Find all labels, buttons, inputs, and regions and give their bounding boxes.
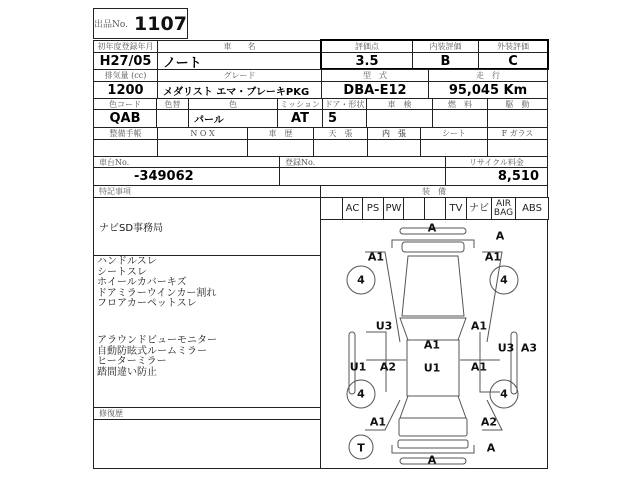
transmission-value: AT [277, 109, 323, 128]
note-line: ハンドルスレ [97, 256, 157, 267]
color-code-value: QAB [93, 109, 157, 128]
damage-mark: A2 [379, 360, 397, 374]
interior-trim-value [367, 139, 421, 157]
options-lines [97, 336, 217, 378]
option-line: 自動防眩式ルームミラー [97, 345, 207, 357]
color-change-label: 色替 [156, 98, 189, 110]
notes-box: ナビSD事務局 [93, 197, 321, 256]
interior-trim-label: 内 張 [367, 127, 421, 140]
inspection-label: 車 検 [366, 98, 433, 110]
damage-mark: A1 [423, 338, 441, 352]
score-label: 評価点 [321, 40, 413, 53]
drive-value [487, 109, 548, 128]
equipment-item: AIR BAG [491, 197, 516, 220]
note-line: ホイールカバーキズ [97, 277, 187, 288]
equipment-item: ナビ [466, 197, 492, 220]
history-value [247, 139, 314, 157]
note-line: フロアカーペットスレ [97, 298, 197, 309]
history-label: 車 歴 [247, 127, 314, 140]
equipment-item: PW [383, 197, 404, 220]
damage-mark: A1 [470, 319, 488, 333]
front-glass-value [487, 139, 548, 157]
fuel-label: 燃 料 [432, 98, 488, 110]
headliner-value [313, 139, 368, 157]
damage-mark: 4 [500, 387, 508, 401]
color-change-value [156, 109, 189, 128]
recycle-fee-value: 8,510 [445, 167, 548, 186]
damage-mark: A [427, 453, 437, 467]
damage-mark: A1 [367, 250, 385, 264]
recycle-fee-label: リサイクル料金 [445, 156, 548, 168]
damage-mark: A [427, 221, 437, 235]
equipment-label: 装 備 [320, 185, 548, 198]
lot-label: 出品No. [94, 20, 129, 30]
equipment-item [424, 197, 446, 220]
car-name-value: ノート [157, 52, 322, 70]
drive-label: 駆 動 [487, 98, 548, 110]
inspection-value [366, 109, 433, 128]
interior-grade-value: B [412, 52, 479, 70]
lot-number: 1107 [134, 12, 187, 35]
lot-number-box [93, 8, 188, 39]
color-label: 色 [188, 98, 278, 110]
damage-mark: 4 [357, 273, 365, 287]
damage-mark: U1 [423, 361, 441, 375]
grade-value: メダリスト エマ・ブレーキPKG [157, 81, 322, 99]
car-name-label: 車 名 [157, 40, 322, 53]
equipment-item: PS [362, 197, 384, 220]
interior-grade-label: 内装評価 [412, 40, 479, 53]
equipment-item: TV [445, 197, 467, 220]
damage-mark: A3 [520, 341, 538, 355]
grade-frame [320, 39, 549, 70]
damage-mark: 4 [500, 273, 508, 287]
doors-value: 5 [322, 109, 367, 128]
score-value: 3.5 [321, 52, 413, 70]
equipment-item [320, 197, 343, 220]
headliner-label: 天 張 [313, 127, 368, 140]
chassis-number-value: -349062 [93, 167, 280, 186]
damage-mark: A [486, 441, 496, 455]
damage-mark: 4 [357, 387, 365, 401]
nox-value [157, 139, 248, 157]
grade-label: グレード [157, 69, 322, 82]
front-glass-label: F ガラス [487, 127, 548, 140]
note-line: ドアミラーウインカー割れ [97, 287, 217, 299]
first-registration-value: H27/05 [93, 52, 158, 70]
color-code-label: 色コード [93, 98, 157, 110]
repair-history-label: 修復歴 [93, 407, 321, 420]
damage-mark: U3 [375, 319, 393, 333]
notes-label: 特記事項 [93, 185, 321, 198]
mileage-label: 走 行 [428, 69, 548, 82]
option-line: アラウンドビューモニター [97, 335, 217, 346]
maintenance-book-label: 整備手帳 [93, 127, 158, 140]
model-value: DBA-E12 [321, 81, 429, 99]
damage-mark: A1 [484, 250, 502, 264]
damage-mark: A [495, 229, 505, 243]
color-value: パール [188, 109, 278, 128]
first-registration-label: 初年度登録年月 [93, 40, 158, 53]
exterior-grade-value: C [478, 52, 548, 70]
damage-mark: U1 [349, 360, 367, 374]
damage-mark: T [357, 441, 365, 455]
maintenance-book-value [93, 139, 158, 157]
damage-mark: A1 [470, 360, 488, 374]
doors-label: ドア・形状 [322, 98, 367, 110]
damage-mark: A1 [369, 415, 387, 429]
fuel-value [432, 109, 488, 128]
model-label: 型 式 [321, 69, 429, 82]
damage-mark: A2 [480, 415, 498, 429]
registration-number-label: 登録No. [279, 156, 446, 168]
mileage-value: 95,045 Km [428, 81, 548, 99]
equipment-item: AC [342, 197, 363, 220]
damage-mark: U3 [497, 341, 515, 355]
equipment-item [403, 197, 425, 220]
note-line: シートスレ [97, 266, 147, 278]
registration-number-value [279, 167, 446, 186]
nox-label: N O X [157, 127, 248, 140]
notes-lines [97, 257, 216, 310]
chassis-number-label: 車台No. [93, 156, 280, 168]
equipment-item: ABS [515, 197, 549, 220]
seat-value [420, 139, 488, 157]
transmission-label: ミッション [277, 98, 323, 110]
option-line: ヒーターミラー [97, 356, 167, 367]
exterior-grade-label: 外装評価 [478, 40, 548, 53]
seat-label: シート [420, 127, 488, 140]
displacement-value: 1200 [93, 81, 158, 99]
displacement-label: 排気量 (cc) [93, 69, 158, 82]
option-line: 踏間違い防止 [97, 366, 157, 378]
